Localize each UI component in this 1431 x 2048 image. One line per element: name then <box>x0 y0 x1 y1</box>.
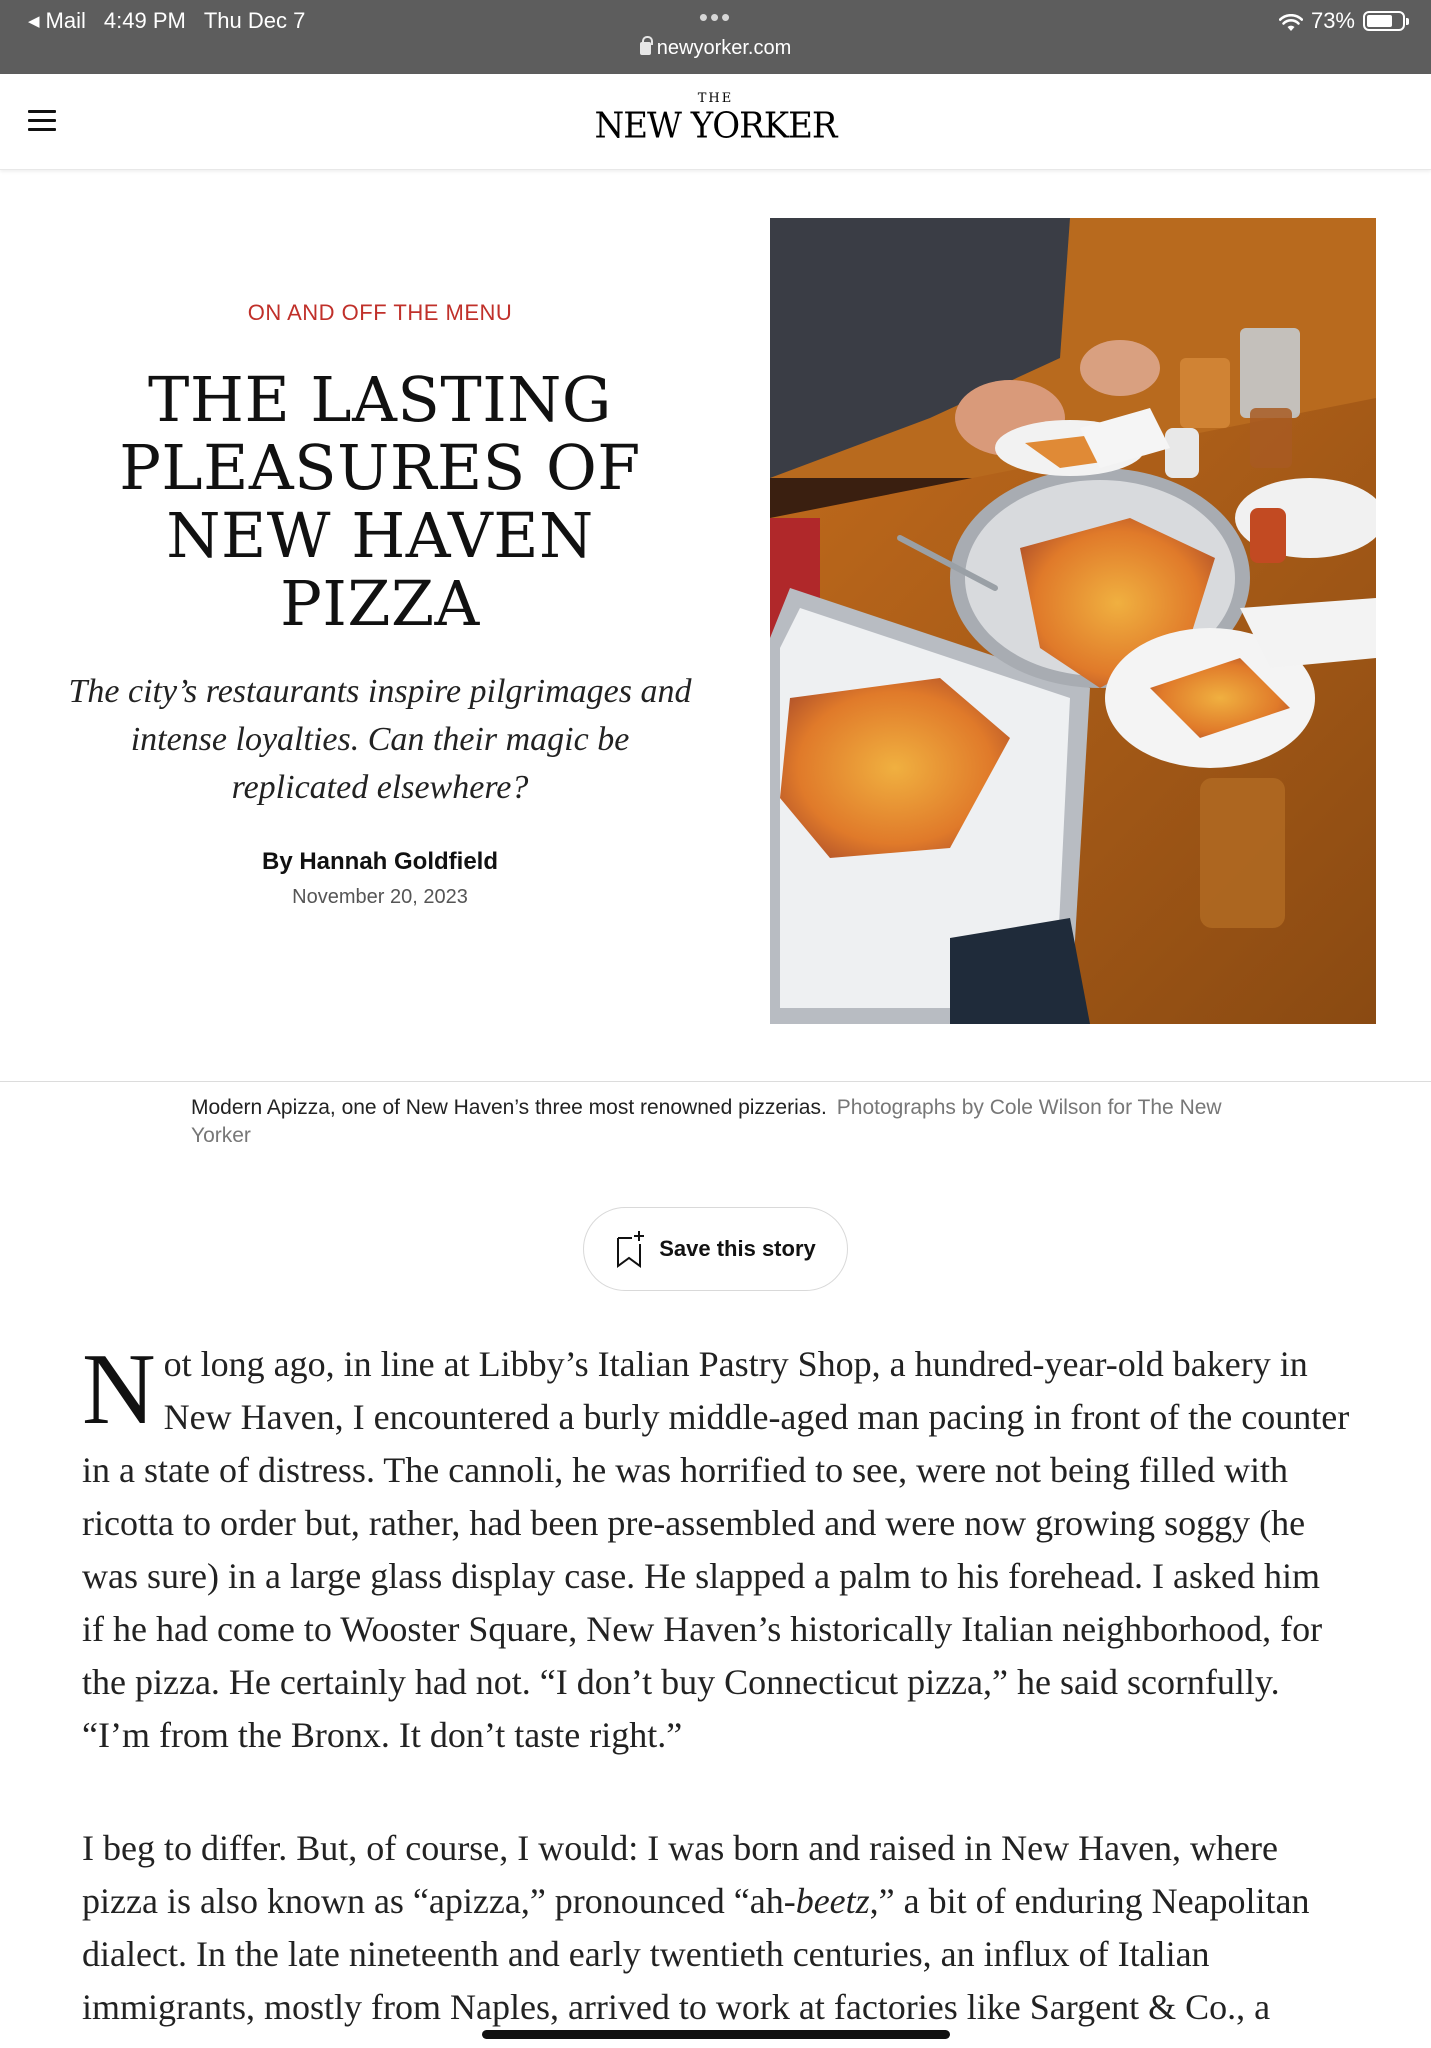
logo-the: THE <box>697 91 734 106</box>
battery-fill <box>1367 15 1392 27</box>
article-hero <box>60 300 700 909</box>
section-divider <box>0 1081 1431 1082</box>
lock-icon <box>640 42 651 55</box>
status-right <box>1279 8 1405 34</box>
publish-date: November 20, 2023 <box>292 886 468 908</box>
paragraph-2-text-b: ,” a bit of enduring Neapolitan dialect. In the late nineteenth and early twentieth centuries, an influx of Italian immigrants, mostly from Naples, arrived to work at factories like Sargent & Co., a <box>82 1881 1310 2027</box>
save-story-label: Save this story <box>659 1236 816 1261</box>
url-bar[interactable] <box>0 37 1431 60</box>
home-indicator[interactable] <box>482 2030 950 2039</box>
status-time: 4:49 PM <box>103 8 186 33</box>
logo-name: NEW YORKER <box>594 105 837 147</box>
page-title: THE LASTING PLEASURES OF NEW HAVEN PIZZA <box>119 363 641 640</box>
rubric-link[interactable]: ON AND OFF THE MENU <box>247 300 513 325</box>
bookmark-add-icon <box>615 1230 645 1268</box>
battery-icon <box>1363 11 1405 31</box>
battery-percent: 73% <box>1310 8 1355 33</box>
drop-cap: N <box>82 1333 156 1446</box>
status-date: Thu Dec 7 <box>203 8 306 33</box>
paragraph-2-text-a: I beg to differ. But, of course, I would: I was born and raised in New Haven, where pizza is also known as “apizza,” pronounced “ah- <box>82 1828 1278 1921</box>
article-body <box>82 1333 1350 2048</box>
photo-credit: Photographs by Cole Wilson for The New Yorker <box>191 1096 1222 1147</box>
photo-caption <box>191 1094 1251 1150</box>
site-header <box>0 74 1431 170</box>
save-story-button[interactable] <box>583 1207 848 1291</box>
wifi-icon <box>1279 12 1303 30</box>
paragraph-2 <box>82 1822 1350 2034</box>
multitask-dots-icon[interactable]: ••• <box>698 2 733 32</box>
url-text: newyorker.com <box>656 37 792 59</box>
paragraph-1 <box>82 1333 1350 1762</box>
paragraph-2-italic: beetz <box>795 1881 870 1921</box>
site-logo[interactable] <box>0 92 1431 146</box>
back-arrow-icon[interactable]: ◀ <box>28 13 40 30</box>
status-bar <box>0 0 1431 74</box>
caption-text: Modern Apizza, one of New Haven’s three most renowned pizzerias. <box>191 1096 827 1119</box>
byline-link[interactable]: By Hannah Goldfield <box>261 848 498 875</box>
pizza-table-photo <box>770 218 1376 1024</box>
paragraph-1-text: ot long ago, in line at Libby’s Italian Pastry Shop, a hundred-year-old bakery in New Haven, I encountered a burly middle-aged man pacing in front of the counter in a state of distress. The cannoli, he was horrified to see, were not being filled with ricotta to order but, rather, had been pre-assembled and were now growing soggy (he was sure) in a large glass display case. He slapped a palm to his forehead. I asked him if he had come to Wooster Square, New Haven’s historically Italian neighborhood, for the pizza. He certainly had not. “I don’t buy Connecticut pizza,” he said scornfully. “I’m from the Bronx. It don’t taste right.” <box>82 1344 1350 1755</box>
back-to-app-link[interactable]: Mail <box>45 8 86 33</box>
hero-photo <box>770 218 1376 1024</box>
article-dek: The city’s restaurants inspire pilgrimages and intense loyalties. Can their magic be replicated elsewhere? <box>68 673 692 806</box>
